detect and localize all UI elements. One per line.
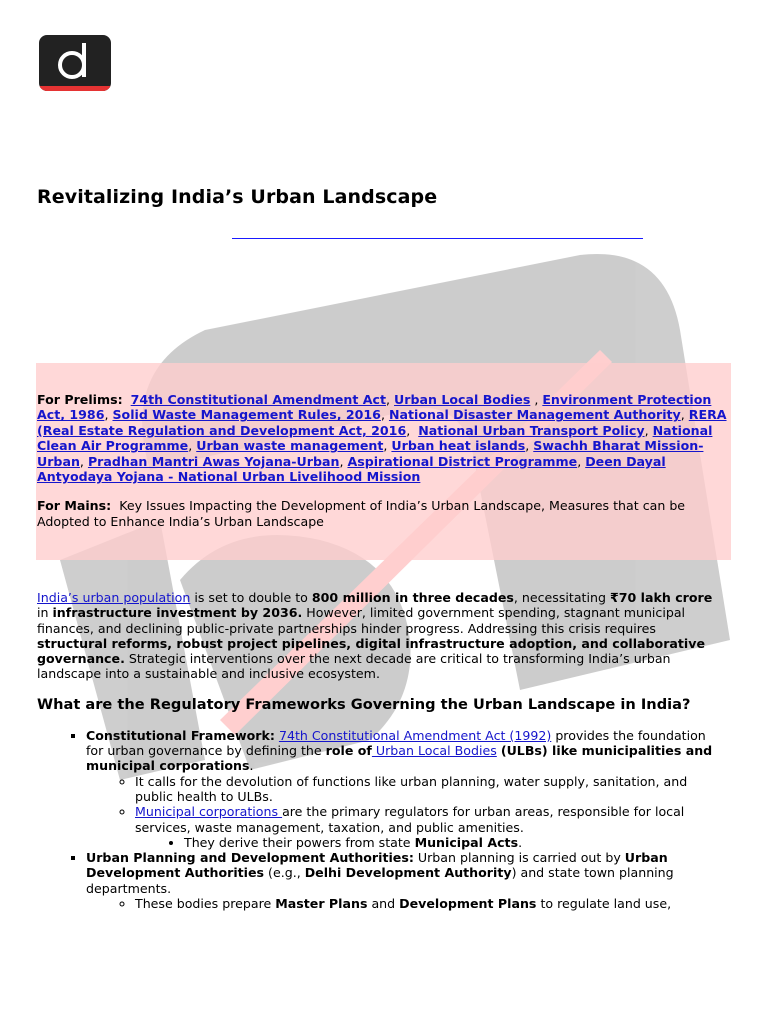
brand-logo[interactable] (39, 35, 111, 91)
prelims-link[interactable]: RERA (Real Estate Regulation and Development Act, 2016 (37, 407, 727, 438)
prelims-paragraph: For Prelims: 74th Constitutional Amendment Act, Urban Local Bodies , Environment Protection Act, 1986, Solid Waste Management Rules, 2016, National Disaster Management Authority, RERA (Real Estate Regulation and Development Act, 2016, National Urban Transport Policy, National Clean Air Programme, Urban waste management, Urban heat islands, Swachh Bharat Mission-Urban, Pradhan Mantri Awas Yojana-Urban, Aspirational District Programme, Deen Dayal Antyodaya Yojana - National Urban Livelihood Mission (37, 392, 727, 485)
emphasis: Master Plans (275, 896, 368, 912)
text: to regulate land use, (536, 896, 672, 912)
article-body (37, 590, 717, 911)
text: . (249, 758, 254, 774)
urban-population-link[interactable]: India’s urban population (37, 590, 191, 605)
sub-list (86, 774, 717, 850)
emphasis: infrastructure investment by 2036. (52, 605, 303, 621)
text: , necessitating (513, 590, 610, 605)
list-item (135, 804, 717, 850)
text: . (518, 834, 523, 850)
sub-list (86, 896, 717, 911)
prelims-link[interactable]: National Urban Transport Policy (418, 422, 645, 438)
text: (e.g., (264, 865, 305, 881)
emphasis: Development Plans (399, 896, 537, 912)
emphasis: role of (325, 743, 372, 759)
emphasis: 800 million in three decades (311, 590, 514, 605)
text: is set to double to (190, 590, 312, 605)
emphasis: Municipal Acts (414, 834, 519, 850)
text: in (37, 605, 53, 621)
prelims-link[interactable]: Pradhan Mantri Awas Yojana-Urban (87, 453, 340, 469)
text: These bodies prepare (135, 896, 276, 912)
emphasis: structural reforms, robust project pipelines, digital infrastructure adoption, and collaborative governance. (37, 635, 705, 667)
item-label: Urban Planning and Development Authorities: (86, 850, 414, 866)
prelims-link[interactable]: National Clean Air Programme (37, 422, 713, 454)
page-title: Revitalizing India’s Urban Landscape (37, 186, 438, 208)
prelims-link[interactable]: National Disaster Management Authority (388, 407, 681, 423)
list-item (86, 728, 717, 850)
list-item: ◦ It calls for the devolution of functions like urban planning, water supply, sanitation, and public health to ULBs. (135, 774, 717, 805)
mains-paragraph (37, 498, 731, 529)
emphasis: ₹70 lakh crore (609, 590, 713, 605)
list-item (135, 896, 717, 911)
logo-accent-bar (39, 86, 111, 91)
prelims-link[interactable]: Environment Protection Act, 1986 (37, 392, 712, 423)
list-item (184, 835, 717, 850)
prelims-link[interactable]: Urban Local Bodies (394, 392, 531, 407)
text: are the primary regulators for urban areas, responsible for local services, waste management, taxation, and public amenities. (135, 804, 685, 835)
municipal-corporations-link[interactable]: Municipal corporations (135, 804, 283, 820)
text: provides the foundation for urban governance by defining the (86, 727, 706, 759)
intro-paragraph (37, 590, 717, 682)
prelims-link[interactable]: 74th Constitutional Amendment Act (130, 392, 387, 407)
sub-sub-list (135, 835, 717, 850)
logo-d-icon (39, 35, 111, 91)
syllabus-note-box (36, 363, 731, 560)
text: and (367, 896, 400, 912)
text: Strategic interventions over the next decade are critical to transforming India’s urban landscape into a sustainable and inclusive ecosystem. (37, 651, 671, 682)
prelims-link[interactable]: Urban heat islands (391, 438, 526, 454)
prelims-link[interactable]: Aspirational District Programme (347, 453, 578, 469)
item-label: Constitutional Framework: (86, 727, 275, 743)
prelims-link[interactable]: Swachh Bharat Mission-Urban (37, 438, 704, 469)
amendment-link[interactable]: 74th Constitutional Amendment Act (1992) (278, 727, 552, 743)
prelims-label: For Prelims: (37, 392, 123, 407)
mains-text: Key Issues Impacting the Development of India’s Urban Landscape, Measures that can be Adopted to Enhance India’s Urban Landscape (37, 498, 686, 529)
ulb-link[interactable]: Urban Local Bodies (371, 743, 497, 759)
mains-label: For Mains: (37, 498, 112, 514)
prelims-link[interactable]: Urban waste management (196, 438, 384, 454)
prelims-link[interactable]: Deen Dayal Antyodaya Yojana - National Urban Livelihood Mission (37, 453, 666, 485)
title-divider (232, 238, 643, 239)
emphasis: (ULBs) like municipalities and municipal corporations (86, 743, 713, 774)
text: ) and state town planning departments. (86, 865, 674, 896)
text: They derive their powers from state (184, 834, 415, 850)
framework-list (37, 728, 717, 912)
text: However, limited government spending, stagnant municipal finances, and declining public-private partnerships hinder progress. Addressing this crisis requires (37, 605, 686, 636)
emphasis: Delhi Development Authority (304, 865, 512, 881)
list-item (86, 850, 717, 911)
section-heading: What are the Regulatory Frameworks Governing the Urban Landscape in India? (37, 695, 691, 713)
prelims-link[interactable]: Solid Waste Management Rules, 2016 (112, 407, 381, 423)
emphasis: Urban Development Authorities (86, 850, 668, 881)
text: Urban planning is carried out by (413, 850, 625, 866)
